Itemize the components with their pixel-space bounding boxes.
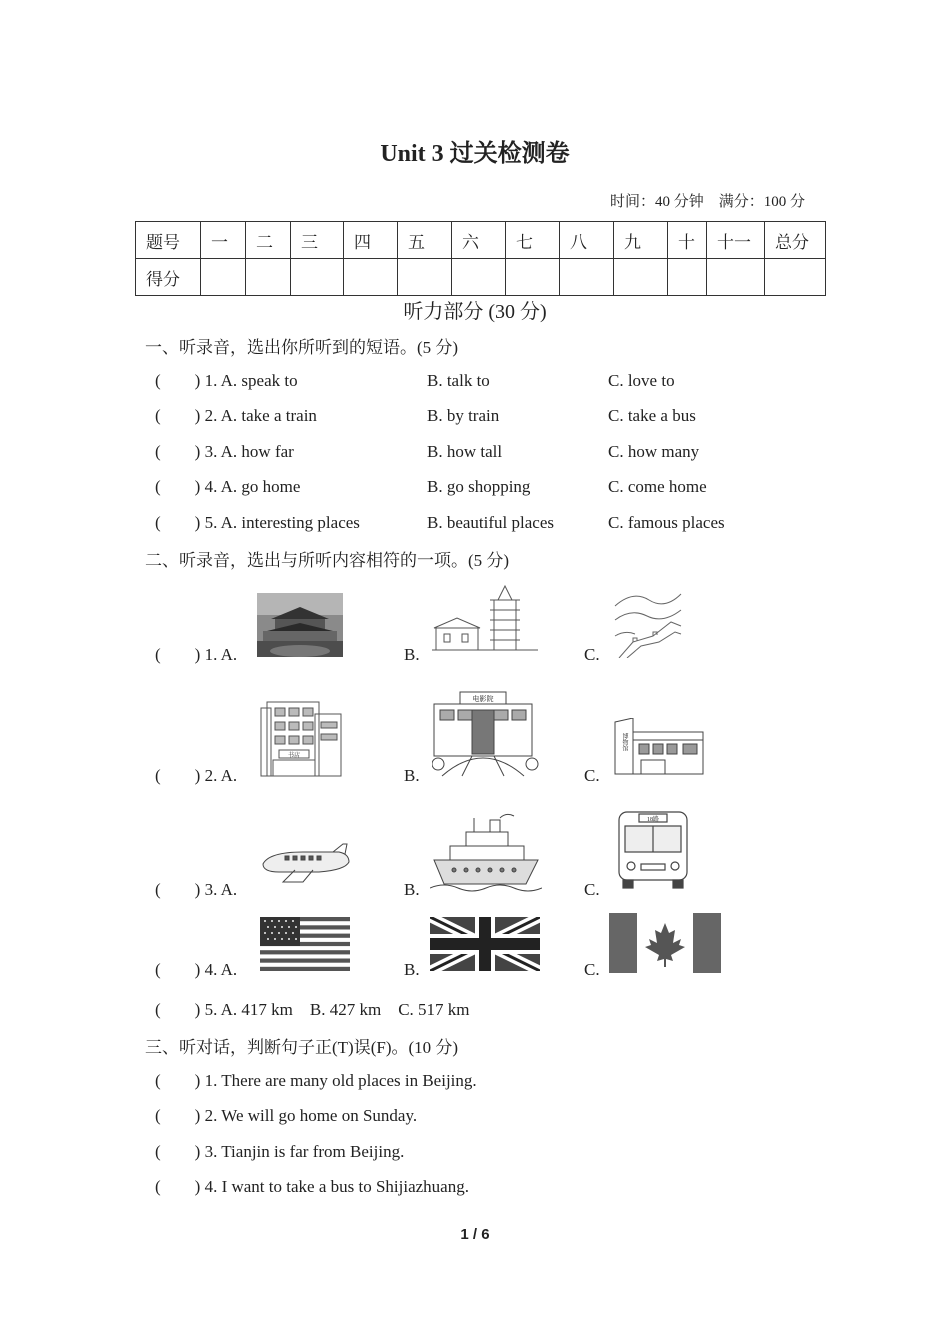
cinema-drawing <box>432 690 542 778</box>
table-cell: 四 <box>344 222 398 259</box>
score-input-cell[interactable] <box>765 259 826 296</box>
question-item: ( ) 1. There are many old places in Beijing. <box>155 1071 477 1090</box>
score-input-cell[interactable] <box>707 259 765 296</box>
table-cell: 十一 <box>707 222 765 259</box>
question-item: ( ) 3. Tianjin is far from Beijing. <box>155 1142 405 1161</box>
question-stem: ( ) 3. A. how far <box>155 442 294 461</box>
score-input-cell[interactable] <box>291 259 344 296</box>
question-stem: ( ) 2. A. take a train <box>155 406 317 425</box>
option-c: C. take a bus <box>608 406 696 425</box>
score-input-cell[interactable] <box>398 259 452 296</box>
score-table <box>135 221 826 296</box>
score-table-score-row <box>136 259 826 296</box>
option-b: B. go shopping <box>427 477 531 496</box>
bus-number: 18路 <box>646 817 660 823</box>
airplane-drawing <box>259 842 351 884</box>
table-cell: 九 <box>614 222 668 259</box>
table-cell: 总分 <box>765 222 826 259</box>
option-b: B. talk to <box>427 371 490 390</box>
question-stem: ( ) 4. A. go home <box>155 477 301 496</box>
score-input-cell[interactable] <box>201 259 246 296</box>
option-b: B. <box>404 960 420 979</box>
option-c: C. <box>584 766 600 785</box>
page-title: Unit 3 过关检测卷 <box>380 141 570 167</box>
question-stem: ( ) 3. A. <box>155 880 238 899</box>
question-stem: ( ) 5. A. interesting places <box>155 513 360 532</box>
table-cell: 六 <box>452 222 506 259</box>
great-wall-drawing <box>613 586 683 658</box>
score-table-header-row <box>136 222 826 259</box>
table-cell: 十 <box>668 222 707 259</box>
score-input-cell[interactable] <box>246 259 291 296</box>
option-b: B. by train <box>427 406 500 425</box>
usa-flag-icon <box>260 917 350 971</box>
part1-heading: 一、听录音，选出你所听到的短语。(5 分) <box>145 338 459 357</box>
question-item-5: ( ) 5. A. 417 km B. 427 km C. 517 km <box>155 1000 470 1019</box>
table-cell: 得分 <box>136 259 201 296</box>
score-input-cell[interactable] <box>344 259 398 296</box>
question-stem: ( ) 2. A. <box>155 766 238 785</box>
option-b: B. <box>404 645 420 664</box>
table-cell: 二 <box>246 222 291 259</box>
tiananmen-photo <box>257 593 343 657</box>
question-item: ( ) 4. I want to take a bus to Shijiazhuang. <box>155 1177 469 1196</box>
score-input-cell[interactable] <box>668 259 707 296</box>
bookstore-sign: 书店 <box>287 753 301 759</box>
option-c: C. come home <box>608 477 707 496</box>
option-c: C. <box>584 645 600 664</box>
museum-sign: 博物馆 <box>621 733 627 751</box>
table-cell: 七 <box>506 222 560 259</box>
option-c: C. <box>584 960 600 979</box>
option-b: B. beautiful places <box>427 513 554 532</box>
listening-section-title: 听力部分 (30 分) <box>403 301 547 323</box>
option-c: C. love to <box>608 371 675 390</box>
option-c: C. how many <box>608 442 700 461</box>
pagoda-drawing <box>432 582 538 654</box>
option-c: C. <box>584 880 600 899</box>
table-cell: 三 <box>291 222 344 259</box>
ship-drawing <box>430 812 542 892</box>
table-cell: 一 <box>201 222 246 259</box>
question-item: ( ) 2. We will go home on Sunday. <box>155 1106 418 1125</box>
canada-flag-icon <box>609 913 721 973</box>
bus-drawing <box>613 808 693 890</box>
bookstore-drawing <box>259 698 343 780</box>
score-input-cell[interactable] <box>560 259 614 296</box>
part3-heading: 三、听对话，判断句子正(T)误(F)。(10 分) <box>145 1038 459 1057</box>
museum-drawing <box>613 718 705 776</box>
table-cell: 题号 <box>136 222 201 259</box>
score-input-cell[interactable] <box>614 259 668 296</box>
table-cell: 五 <box>398 222 452 259</box>
table-cell: 八 <box>560 222 614 259</box>
option-b: B. <box>404 880 420 899</box>
part2-heading: 二、听录音，选出与所听内容相符的一项。(5 分) <box>145 551 510 570</box>
option-b: B. <box>404 766 420 785</box>
option-b: B. how tall <box>427 442 503 461</box>
question-stem: ( ) 1. A. speak to <box>155 371 298 390</box>
option-c: C. famous places <box>608 513 725 532</box>
time-score-info: 时间：40 分钟 满分：100 分 <box>609 194 805 210</box>
page-number: 1 / 6 <box>460 1226 490 1243</box>
uk-flag-icon <box>430 917 540 971</box>
score-input-cell[interactable] <box>452 259 506 296</box>
score-input-cell[interactable] <box>506 259 560 296</box>
question-stem: ( ) 4. A. <box>155 960 238 979</box>
question-stem: ( ) 1. A. <box>155 645 238 664</box>
cinema-sign: 电影院 <box>472 695 494 703</box>
